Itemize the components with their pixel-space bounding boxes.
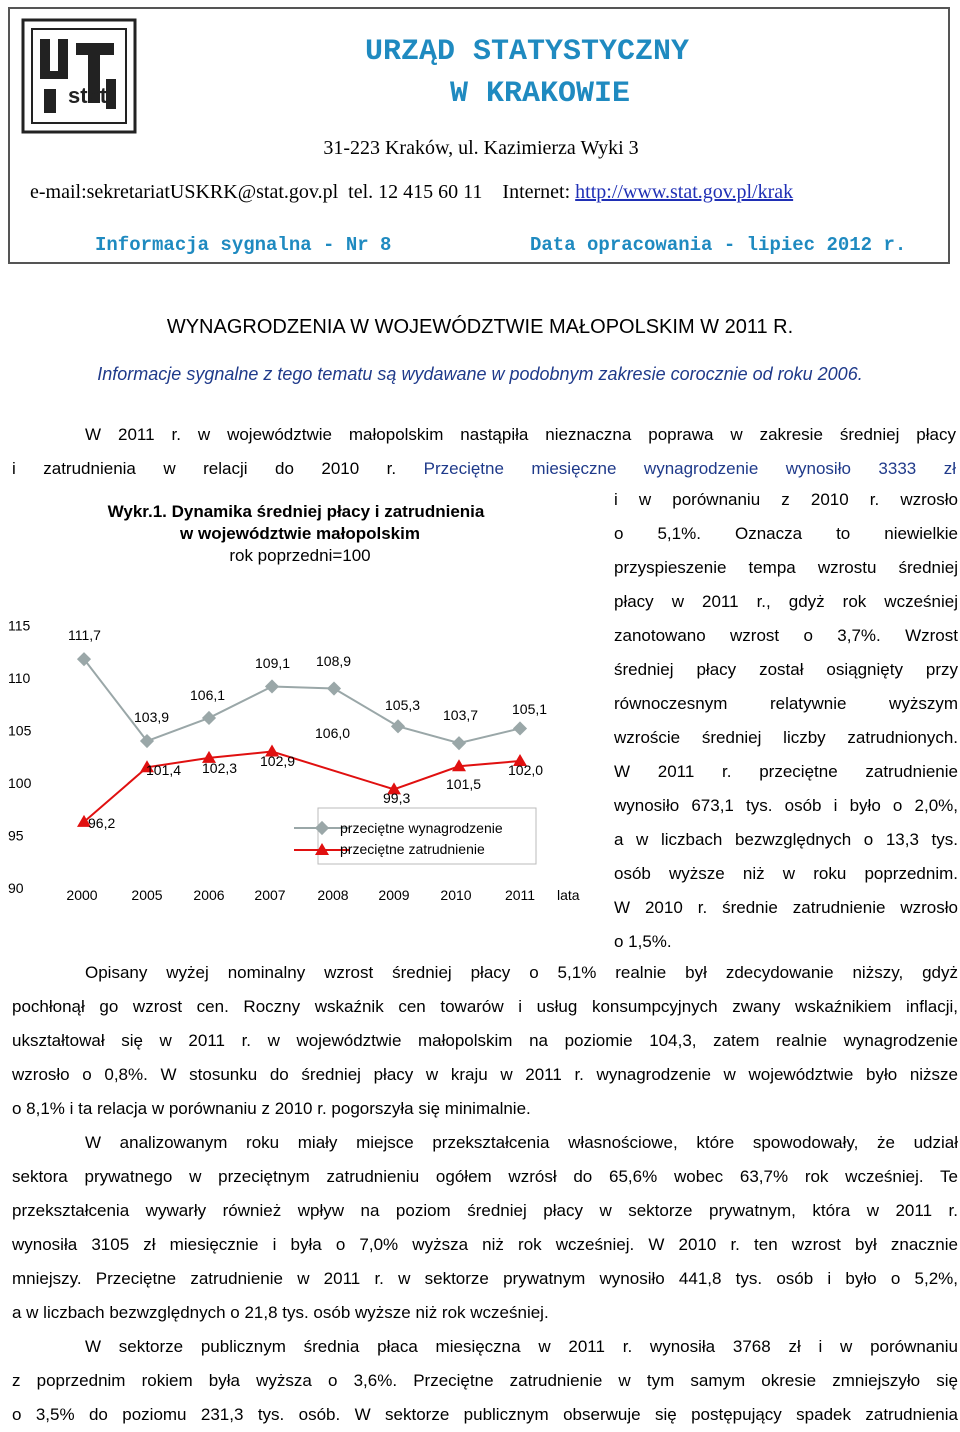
wage-employment-chart (0, 490, 600, 920)
chart-subtitle: rok poprzedni=100 (229, 546, 371, 565)
body-line: mniejszy. Przeciętne zatrudnienie w 2011 r. w sektorze prywatnym wynosiło 441,8 tys. osób i było o 5,2%, (12, 1269, 958, 1288)
employment-data-label: 102,0 (508, 762, 544, 778)
body-paragraph (12, 1126, 958, 1330)
wage-data-label: 105,1 (512, 701, 548, 717)
page-subtitle: Informacje sygnalne z tego tematu są wydawane w podobnym zakresie corocznie od roku 2006. (97, 364, 863, 384)
wage-point (202, 711, 216, 725)
logo-text: stat (68, 83, 108, 108)
legend-wage-label: przeciętne wynagrodzenie (340, 820, 503, 836)
body-paragraph (12, 1330, 958, 1432)
body-paragraphs (12, 956, 958, 1432)
body-line: ukształtował się w 2011 r. w województwie małopolskim na poziomie 104,3, zatem realnie wynagrodzenie (12, 1031, 958, 1050)
x-tick-label: 2009 (378, 887, 410, 903)
side-line: przyspieszenie tempa wzrostu średniej (614, 558, 958, 577)
employment-data-label: 102,9 (260, 753, 296, 769)
wage-point (513, 721, 527, 735)
side-line: W 2010 r. średnie zatrudnienie wzrosło (614, 898, 958, 917)
body-line: W sektorze publicznym średnia płaca miesięczna w 2011 r. wynosiła 3768 zł i w porównaniu (85, 1337, 958, 1356)
body-line: pochłonął go wzrost cen. Roczny wskaźnik cen towarów i usług konsumpcyjnych zwany wskaźnikiem inflacji, (12, 997, 958, 1016)
header-box (8, 7, 950, 264)
body-line: z poprzednim rokiem była wyższa o 3,6%. Przeciętne zatrudnienie w tym samym okresie zmniejszyło się (12, 1371, 958, 1390)
body-line: o 3,5% do poziomu 231,3 tys. osób. W sektorze publicznym obserwuje się postępujący spadek zatrudnienia (12, 1405, 958, 1424)
legend-employment-label: przeciętne zatrudnienie (340, 841, 485, 857)
body-line: wzrosło o 0,8%. W stosunku do średniej płacy w kraju w 2011 r. wynagrodzenie w województwie było niższe (12, 1065, 958, 1084)
y-tick-label: 90 (8, 880, 24, 896)
chart-title: Wykr.1. Dynamika średniej płacy i zatrudnienia (107, 502, 485, 521)
wage-data-label: 111,7 (68, 627, 101, 643)
side-line: osób wyższe niż w roku poprzednim. (614, 864, 958, 883)
side-line: a w liczbach bezwzględnych o 13,3 tys. (614, 830, 958, 849)
wage-data-label: 108,9 (316, 653, 352, 669)
side-line: wynosiło 673,1 tys. osób i było o 2,0%, (614, 796, 958, 815)
contact-line (30, 181, 950, 204)
us-logo (20, 17, 138, 135)
body-line: przekształcenia wywarły również wpływ na poziom średniej płacy w sektorze prywatnym, która w 2011 r. (12, 1201, 958, 1220)
address: 31-223 Kraków, ul. Kazimierza Wyki 3 (323, 137, 639, 159)
x-tick-label: 2006 (193, 887, 225, 903)
body-line: o 8,1% i ta relacja w porównaniu z 2010 r. pogorszyła się minimalnie. (12, 1099, 531, 1118)
wage-point (391, 719, 405, 733)
employment-data-label: 96,2 (88, 815, 116, 831)
employment-data-label: 102,3 (202, 760, 238, 776)
employment-data-label: 99,3 (383, 790, 411, 806)
x-tick-label: 2010 (440, 887, 472, 903)
side-line: zanotowano wzrost o 3,7%. Wzrost (614, 626, 958, 645)
wage-point (327, 681, 341, 695)
body-line: W analizowanym roku miały miejsce przekształcenia własnościowe, które spowodowały, że udział (85, 1133, 958, 1152)
office-title-line2: W KRAKOWIE (450, 77, 631, 111)
email[interactable]: e-mail:sekretariatUSKRK@stat.gov.pl (30, 181, 339, 203)
x-axis-label: lata (557, 887, 580, 903)
body-line: Opisany wyżej nominalny wzrost średniej płacy o 5,1% realnie był zdecydowanie niższy, gdyż (85, 963, 958, 982)
wage-data-label: 106,0 (315, 725, 351, 741)
intro-line-2 (12, 452, 956, 486)
side-line: o 1,5%. (614, 932, 672, 951)
x-tick-label: 2005 (131, 887, 163, 903)
internet-link[interactable]: http://www.stat.gov.pl/krak (575, 181, 794, 203)
side-line: W 2011 r. przeciętne zatrudnienie (614, 762, 958, 781)
side-line: płacy w 2011 r., gdyż rok wcześniej (614, 592, 958, 611)
intro-line-2b: Przeciętne miesięczne wynagrodzenie wynosiło 3333 zł (423, 459, 956, 478)
wage-data-label: 103,7 (443, 707, 479, 723)
intro-paragraph (12, 418, 956, 486)
side-line: średniej płacy został osiągnięty przy (614, 660, 958, 679)
employment-data-label: 101,5 (446, 776, 482, 792)
x-tick-label: 2007 (254, 887, 286, 903)
intro-line-2a: i zatrudnienia w relacji do 2010 r. (12, 459, 397, 478)
side-line: o 5,1%. Oznacza to niewielkie (614, 524, 958, 543)
wage-data-label: 106,1 (190, 687, 226, 703)
body-line: a w liczbach bezwzględnych o 21,8 tys. osób wyższe niż rok wcześniej. (12, 1303, 549, 1322)
y-tick-label: 110 (8, 670, 31, 686)
office-title-line1: URZĄD STATYSTYCZNY (365, 35, 690, 69)
wage-series-line (84, 659, 520, 743)
side-line: wzroście średniej liczby zatrudnionych. (614, 728, 958, 747)
info-number: Informacja sygnalna - Nr 8 (95, 234, 392, 256)
office-title (365, 31, 765, 115)
wage-data-label: 103,9 (134, 709, 170, 725)
page-title: WYNAGRODZENIA W WOJEWÓDZTWIE MAŁOPOLSKIM W 2011 R. (166, 316, 794, 338)
x-tick-label: 2008 (317, 887, 349, 903)
intro-line-1: W 2011 r. w województwie małopolskim nastąpiła nieznaczna poprawa w zakresie średniej płacy (85, 425, 956, 444)
x-tick-label: 2011 (504, 887, 536, 903)
y-tick-label: 105 (8, 722, 32, 739)
side-line: równoczesnym relatywnie wyższym (614, 694, 958, 713)
internet-label: Internet: (502, 181, 571, 203)
chart-title-line2: w województwie małopolskim (180, 524, 420, 543)
x-tick-label: 2000 (66, 887, 98, 903)
y-tick-label: 95 (8, 827, 24, 844)
employment-data-label: 101,4 (146, 762, 182, 778)
wage-point (265, 679, 279, 693)
wage-data-label: 109,1 (255, 655, 291, 671)
body-line: sektora prywatnego w przeciętnym zatrudnieniu ogółem wzrósł do 65,6% wobec 63,7% rok wcześniej. Te (12, 1167, 958, 1186)
y-tick-label: 100 (8, 775, 32, 791)
side-line: i w porównaniu z 2010 r. wzrosło (614, 490, 958, 509)
body-paragraph (12, 956, 958, 1126)
wage-data-label: 105,3 (385, 697, 421, 713)
body-line: wynosiła 3105 zł miesięcznie i była o 7,0% wyższa niż rok wcześniej. W 2010 r. ten wzrost był znacznie (12, 1235, 958, 1254)
side-text (614, 483, 958, 959)
wage-point (452, 736, 466, 750)
date-prepared: Data opracowania - lipiec 2012 r. (530, 234, 907, 256)
telephone: tel. 12 415 60 11 (348, 181, 483, 203)
y-tick-label: 115 (8, 617, 31, 634)
